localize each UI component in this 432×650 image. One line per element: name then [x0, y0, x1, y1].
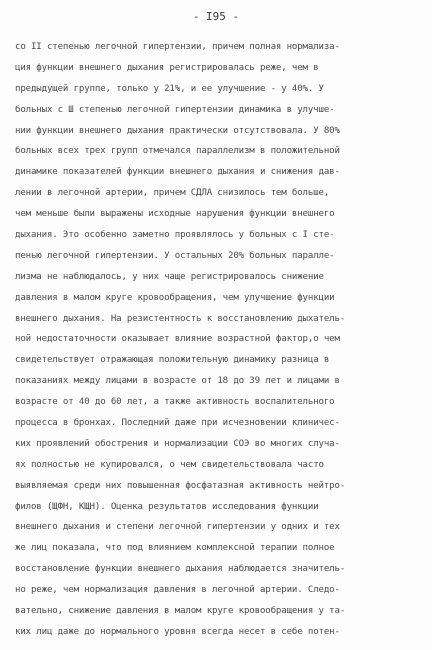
text-line: восстановление функции внешнего дыхания наблюдается значитель- [15, 564, 346, 575]
text-line: динамике показателей функции внешнего дыхания и снижения дав- [15, 167, 340, 178]
text-line: показаниях между лицами в возрасте от 18 до 39 лет и лицами в [15, 376, 340, 387]
text-line: лении в легочной артерии, причем СДЛА снизилось тем больше, [15, 188, 330, 199]
page-number: - I95 - [192, 10, 240, 23]
text-line: предыдущей группе, только у 21%, и ее улучшение - у 40%. У [15, 83, 324, 94]
text-line: внешнего дыхания и степени легочной гипертензии у одних и тех [15, 522, 340, 533]
text-line: ких лиц даже до нормального уровня всегда несет в себе потен- [15, 626, 340, 637]
text-line: пенью легочной гипертензии. У остальных 20% больных паралле- [15, 250, 335, 261]
text-line: филов (ЩФН, КЩН). Оценка результатов исследования функции [15, 501, 319, 512]
text-line: лизма не наблюдалось, у них чаще регистрировалось снижение [15, 271, 324, 282]
text-line: свидетельствует отражающая положительную динамику разница в [15, 355, 330, 366]
text-line: же лиц показала, что под влиянием комплексной терапии полное [15, 543, 335, 554]
text-line: возрасте от 40 до 60 лет, а также активность воспалительного [15, 397, 335, 408]
text-line: со II степенью легочной гипертензии, причем полная нормализа- [15, 42, 340, 52]
text-line: выявляемая среди них повышенная фосфатазная активность нейтро- [15, 480, 346, 491]
text-line: ция функции внешнего дыхания регистрировалась реже, чем в [15, 62, 319, 73]
text-line: дыхания. Это особенно заметно проявлялось у больных с I сте- [15, 230, 335, 241]
text-line: давления в малом круге кровообращения, чем улучшение функции [15, 292, 335, 303]
text-line: вательно, снижение давления в малом круге кровообращения у та- [15, 606, 346, 617]
text-line: больных с Ш степенью легочной гипертензии динамика в улучше- [15, 104, 335, 115]
text-line: больных всех трех групп отмечался параллелизм в положительной [15, 146, 340, 157]
text-line: но реже, чем нормализация давления в легочной артерии. Следо- [15, 585, 340, 596]
text-line: ких проявлений обострения и нормализации СОЭ во многих случа- [15, 438, 340, 449]
text-line: чем меньше были выражены исходные нарушения функции внешнего [15, 209, 335, 220]
body-text [15, 37, 419, 643]
text-line: ях полностью не купировался, о чем свидетельствовала часто [15, 459, 324, 470]
text-line: ной недостаточности оказывает влияние возрастной фактор,о чем [15, 334, 340, 345]
text-line: процесса в бронхах. Последний даже при исчезновении клиничес- [15, 418, 340, 429]
text-line: внешнего дыхания. На резистентность к восстановлению дыхатель- [15, 313, 346, 324]
text-line: нии функции внешнего дыхания практически отсутствовала. У 80% [15, 125, 340, 136]
